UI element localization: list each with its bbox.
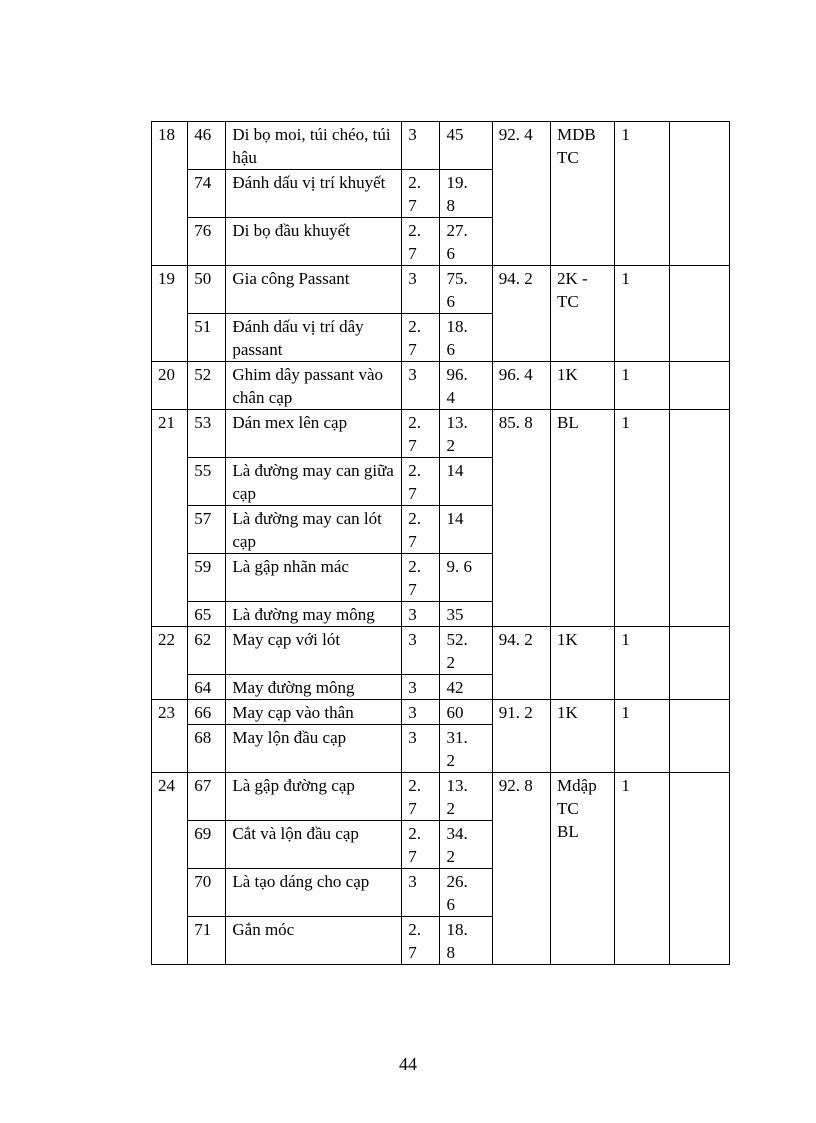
group-number-cell: 24 — [152, 773, 188, 965]
group-total-time-cell: 92. 8 — [492, 773, 550, 965]
group-workers-cell: 1 — [615, 266, 669, 362]
group-workers-cell: 1 — [615, 122, 669, 266]
group-number-cell: 21 — [152, 410, 188, 627]
operation-name-cell: May lộn đầu cạp — [226, 725, 402, 773]
operation-t-cell: 3 — [402, 602, 440, 627]
operation-time-cell: 34. 2 — [440, 821, 492, 869]
operation-number-cell: 62 — [188, 627, 226, 675]
operation-t-cell: 3 — [402, 122, 440, 170]
operation-time-cell: 96. 4 — [440, 362, 492, 410]
group-extra-cell — [669, 700, 729, 773]
operation-time-cell: 26. 6 — [440, 869, 492, 917]
group-number-cell: 18 — [152, 122, 188, 266]
group-total-time-cell: 94. 2 — [492, 627, 550, 700]
table-row — [152, 362, 730, 410]
group-number-cell: 19 — [152, 266, 188, 362]
table-row — [152, 266, 730, 314]
operation-name-cell: Di bọ đầu khuyết — [226, 218, 402, 266]
operation-number-cell: 46 — [188, 122, 226, 170]
operation-time-cell: 52. 2 — [440, 627, 492, 675]
operation-name-cell: May cạp với lót — [226, 627, 402, 675]
operation-t-cell: 3 — [402, 700, 440, 725]
group-extra-cell — [669, 410, 729, 627]
operation-time-cell: 75. 6 — [440, 266, 492, 314]
table-row — [152, 700, 730, 725]
group-extra-cell — [669, 266, 729, 362]
group-total-time-cell: 96. 4 — [492, 362, 550, 410]
operation-number-cell: 52 — [188, 362, 226, 410]
group-total-time-cell: 94. 2 — [492, 266, 550, 362]
operation-number-cell: 59 — [188, 554, 226, 602]
group-equipment-cell: 1K — [551, 362, 615, 410]
page-number: 44 — [399, 1054, 417, 1074]
operation-time-cell: 60 — [440, 700, 492, 725]
operation-t-cell: 2. 7 — [402, 506, 440, 554]
group-equipment-cell: MDB TC — [551, 122, 615, 266]
operation-number-cell: 67 — [188, 773, 226, 821]
operation-name-cell: Là đường may can giữa cạp — [226, 458, 402, 506]
group-workers-cell: 1 — [615, 700, 669, 773]
group-workers-cell: 1 — [615, 362, 669, 410]
operation-t-cell: 2. 7 — [402, 410, 440, 458]
operation-t-cell: 2. 7 — [402, 773, 440, 821]
group-equipment-cell: BL — [551, 410, 615, 627]
operation-t-cell: 3 — [402, 627, 440, 675]
operation-t-cell: 2. 7 — [402, 218, 440, 266]
operation-number-cell: 57 — [188, 506, 226, 554]
operation-time-cell: 18. 8 — [440, 917, 492, 965]
operation-time-cell: 42 — [440, 675, 492, 700]
operation-number-cell: 70 — [188, 869, 226, 917]
operation-time-cell: 45 — [440, 122, 492, 170]
operation-t-cell: 3 — [402, 675, 440, 700]
operation-name-cell: Đánh dấu vị trí dây passant — [226, 314, 402, 362]
operation-number-cell: 69 — [188, 821, 226, 869]
group-total-time-cell: 92. 4 — [492, 122, 550, 266]
operation-name-cell: Là tạo dáng cho cạp — [226, 869, 402, 917]
operation-name-cell: Di bọ moi, túi chéo, túi hậu — [226, 122, 402, 170]
table-row — [152, 410, 730, 458]
group-total-time-cell: 85. 8 — [492, 410, 550, 627]
group-number-cell: 23 — [152, 700, 188, 773]
operation-number-cell: 76 — [188, 218, 226, 266]
operation-name-cell: Là đường may can lót cạp — [226, 506, 402, 554]
group-equipment-cell: 1K — [551, 700, 615, 773]
table-row — [152, 627, 730, 675]
group-equipment-cell: 1K — [551, 627, 615, 700]
operation-time-cell: 9. 6 — [440, 554, 492, 602]
operation-name-cell: Dán mex lên cạp — [226, 410, 402, 458]
group-extra-cell — [669, 627, 729, 700]
operation-number-cell: 65 — [188, 602, 226, 627]
operation-name-cell: Đánh dấu vị trí khuyết — [226, 170, 402, 218]
operation-t-cell: 3 — [402, 266, 440, 314]
operation-time-cell: 19. 8 — [440, 170, 492, 218]
group-extra-cell — [669, 122, 729, 266]
operations-table — [151, 121, 730, 965]
operation-time-cell: 18. 6 — [440, 314, 492, 362]
group-total-time-cell: 91. 2 — [492, 700, 550, 773]
operation-number-cell: 50 — [188, 266, 226, 314]
operation-t-cell: 2. 7 — [402, 554, 440, 602]
operation-time-cell: 13. 2 — [440, 410, 492, 458]
operation-t-cell: 3 — [402, 725, 440, 773]
group-extra-cell — [669, 362, 729, 410]
operation-name-cell: Là đường may mông — [226, 602, 402, 627]
operation-time-cell: 31. 2 — [440, 725, 492, 773]
operation-name-cell: Ghim dây passant vào chân cạp — [226, 362, 402, 410]
operation-t-cell: 2. 7 — [402, 458, 440, 506]
group-number-cell: 20 — [152, 362, 188, 410]
group-workers-cell: 1 — [615, 627, 669, 700]
operation-name-cell: Là gập đường cạp — [226, 773, 402, 821]
operation-name-cell: Là gập nhãn mác — [226, 554, 402, 602]
operation-time-cell: 14 — [440, 506, 492, 554]
operation-name-cell: May cạp vào thân — [226, 700, 402, 725]
operation-t-cell: 2. 7 — [402, 917, 440, 965]
operation-number-cell: 74 — [188, 170, 226, 218]
operation-time-cell: 35 — [440, 602, 492, 627]
operation-t-cell: 2. 7 — [402, 314, 440, 362]
group-number-cell: 22 — [152, 627, 188, 700]
operation-number-cell: 55 — [188, 458, 226, 506]
operation-name-cell: Gia công Passant — [226, 266, 402, 314]
group-equipment-cell: 2K - TC — [551, 266, 615, 362]
operation-t-cell: 2. 7 — [402, 821, 440, 869]
operation-name-cell: Cắt và lộn đầu cạp — [226, 821, 402, 869]
operation-name-cell: May đường mông — [226, 675, 402, 700]
operation-number-cell: 53 — [188, 410, 226, 458]
operation-t-cell: 3 — [402, 362, 440, 410]
operations-table-body — [152, 122, 730, 965]
group-extra-cell — [669, 773, 729, 965]
table-row — [152, 773, 730, 821]
operation-t-cell: 3 — [402, 869, 440, 917]
operation-number-cell: 66 — [188, 700, 226, 725]
operation-name-cell: Gắn móc — [226, 917, 402, 965]
operation-number-cell: 51 — [188, 314, 226, 362]
group-workers-cell: 1 — [615, 773, 669, 965]
group-equipment-cell: Mdập TC BL — [551, 773, 615, 965]
operation-time-cell: 14 — [440, 458, 492, 506]
operation-t-cell: 2. 7 — [402, 170, 440, 218]
operation-number-cell: 64 — [188, 675, 226, 700]
operation-time-cell: 13. 2 — [440, 773, 492, 821]
operation-number-cell: 68 — [188, 725, 226, 773]
group-workers-cell: 1 — [615, 410, 669, 627]
operation-time-cell: 27. 6 — [440, 218, 492, 266]
table-row — [152, 122, 730, 170]
operation-number-cell: 71 — [188, 917, 226, 965]
